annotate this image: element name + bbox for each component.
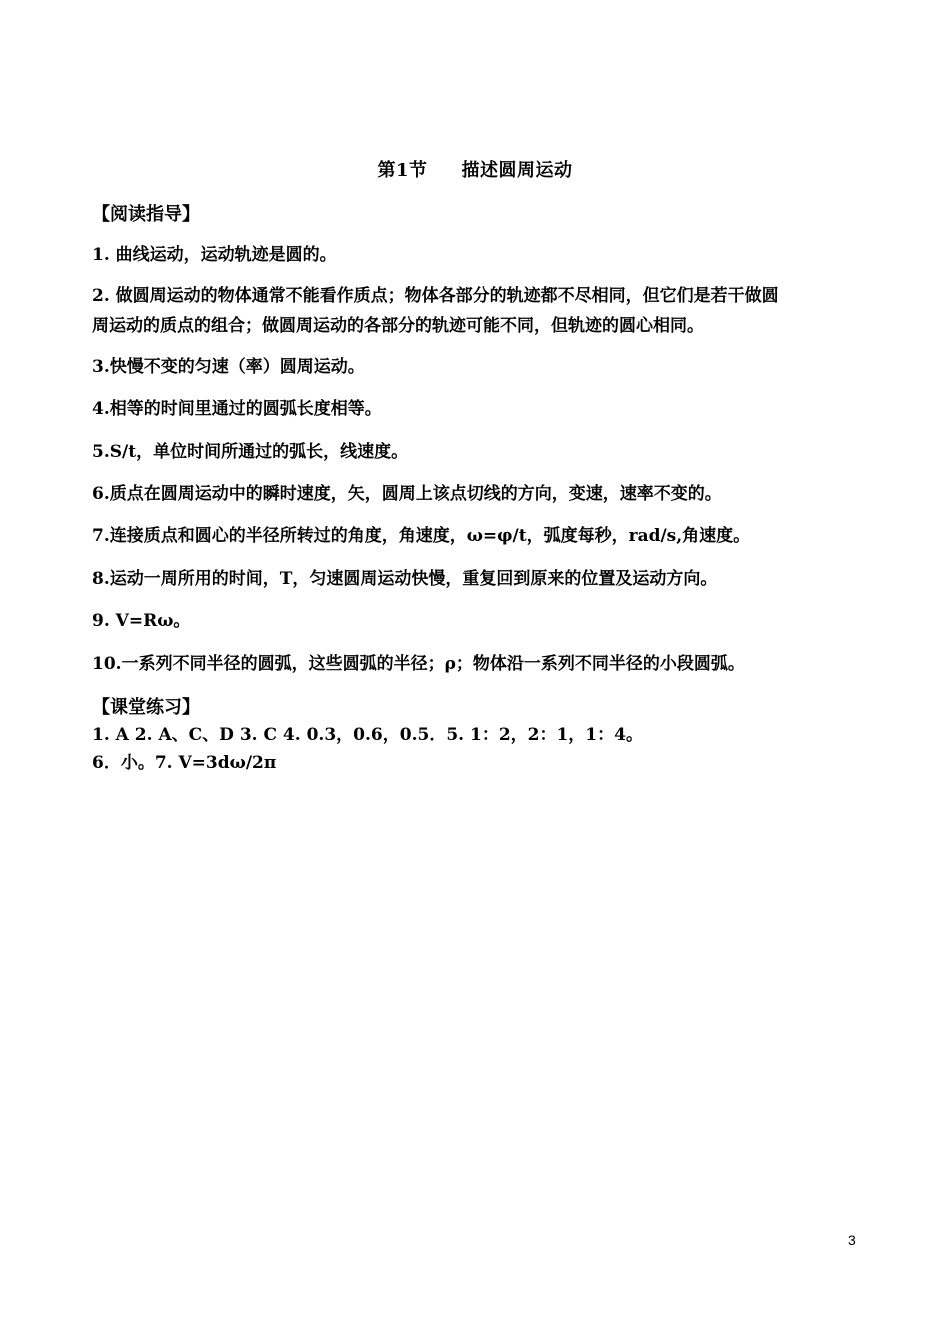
practice-answers-line-1: 1. A 2. A、C、D 3. C 4. 0.3，0.6，0.5．5. 1：2，2：1，1：4。 — [92, 725, 643, 745]
guide-item-9: 9. V=Rω。 — [92, 611, 191, 631]
guide-item-5: 5.S/t，单位时间所通过的弧长，线速度。 — [92, 442, 409, 462]
guide-item-7: 7.连接质点和圆心的半径所转过的角度，角速度，ω=φ/t，弧度每秒，rad/s,角速度。 — [92, 526, 751, 546]
guide-item-10: 10.一系列不同半径的圆弧，这些圆弧的半径；ρ；物体沿一系列不同半径的小段圆弧。 — [92, 654, 745, 674]
reading-guide-heading: 【阅读指导】 — [92, 204, 200, 225]
guide-item-4: 4.相等的时间里通过的圆弧长度相等。 — [92, 399, 382, 419]
page-title — [0, 156, 950, 182]
page-number: 3 — [848, 1232, 856, 1248]
section-number: 第1节 — [377, 160, 428, 181]
guide-item-3: 3.快慢不变的匀速（率）圆周运动。 — [92, 357, 365, 377]
guide-item-2-line-1: 2. 做圆周运动的物体通常不能看作质点；物体各部分的轨迹都不尽相同，但它们是若干做圆 — [92, 286, 779, 306]
guide-item-2-line-2: 周运动的质点的组合；做圆周运动的各部分的轨迹可能不同，但轨迹的圆心相同。 — [92, 316, 704, 336]
section-name: 描述圆周运动 — [461, 160, 573, 181]
guide-item-8: 8.运动一周所用的时间，T，匀速圆周运动快慢，重复回到原来的位置及运动方向。 — [92, 569, 718, 589]
guide-item-6: 6.质点在圆周运动中的瞬时速度，矢，圆周上该点切线的方向，变速，速率不变的。 — [92, 484, 722, 504]
practice-answers-line-2: 6．小。7. V=3dω/2π — [92, 753, 277, 773]
guide-item-1: 1. 曲线运动，运动轨迹是圆的。 — [92, 245, 337, 265]
classroom-practice-heading: 【课堂练习】 — [92, 697, 200, 718]
